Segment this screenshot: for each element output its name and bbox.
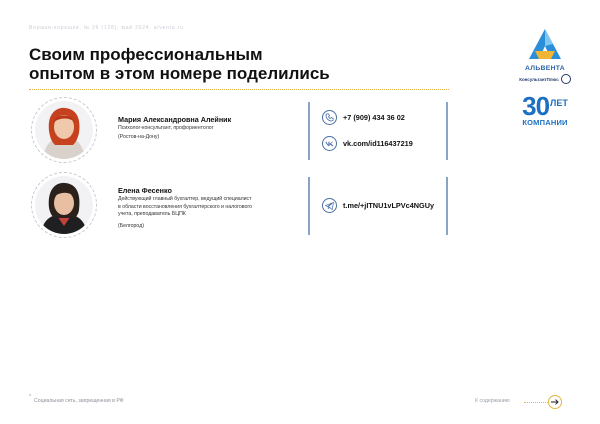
expert-2-name: Елена Фесенко: [118, 186, 172, 195]
brand-name: АЛЬВЕНТА: [524, 65, 566, 72]
expert-2-contacts-divider-left: [308, 177, 310, 235]
expert-2-role-line-3: учета, преподаватель БЦПК: [118, 211, 186, 217]
expert-1-phone-text: +7 (909) 434 36 02: [343, 113, 405, 122]
expert-1-contacts-divider-left: [308, 102, 310, 160]
title-divider: [29, 89, 449, 90]
anniversary-company-word: КОМПАНИИ: [522, 118, 568, 127]
expert-1-location: (Ростов-на-Дону): [118, 134, 160, 140]
anniversary-badge: [517, 91, 573, 127]
partner-name: КонсультантПлюс: [519, 76, 559, 82]
expert-1-contact-phone[interactable]: [322, 110, 405, 125]
vk-icon: [322, 136, 337, 151]
page-title-line-1: Своим профессиональным: [29, 45, 263, 64]
expert-2-location: (Белгород): [118, 223, 144, 229]
expert-1-name: Мария Александровна Алейник: [118, 115, 232, 124]
expert-2-telegram-text: t.me/+jITNU1vLPVc4NGUy: [343, 201, 435, 210]
page-title: [29, 45, 330, 83]
footnote-marker: *: [29, 394, 31, 400]
partner-badge-icon: [561, 74, 571, 84]
anniversary-number: 30: [522, 91, 550, 121]
expert-2-portrait-icon: [35, 176, 93, 234]
brand-logo[interactable]: [517, 28, 573, 84]
expert-1-contacts-divider-right: [446, 102, 448, 160]
footnote-text: Социальная сеть, запрещенная в РФ: [34, 398, 124, 404]
expert-2-photo: [31, 172, 97, 238]
toc-link-dots: [524, 402, 548, 403]
arrow-right-icon: [551, 399, 559, 405]
expert-2-role: [118, 196, 252, 219]
issue-meta: Вершки-корешки. № 36 (128), май 2024. alventa.ru: [29, 25, 184, 31]
alventa-logo-icon: [527, 28, 563, 60]
toc-arrow-button[interactable]: [548, 395, 562, 409]
expert-2-contact-telegram[interactable]: [322, 198, 434, 213]
expert-1-role: Психолог-консультант, профориентолог: [118, 125, 214, 131]
expert-1-vk-text: vk.com/id116437219: [343, 139, 413, 148]
telegram-icon: [322, 198, 337, 213]
phone-icon: [322, 110, 337, 125]
expert-2-role-line-2: в области восстановления бухгалтерского и налогового: [118, 203, 253, 210]
anniversary-years-word: ЛЕТ: [550, 98, 568, 108]
toc-link[interactable]: К содержанию: [475, 398, 510, 404]
expert-1-contact-vk[interactable]: [322, 136, 413, 151]
page-title-line-2: опытом в этом номере поделились: [29, 64, 330, 83]
expert-1-portrait-icon: [35, 101, 93, 159]
expert-2-role-line-1: Действующий главный бухгалтер, ведущий специалист: [118, 196, 252, 202]
expert-1-photo: [31, 97, 97, 163]
expert-2-contacts-divider-right: [446, 177, 448, 235]
